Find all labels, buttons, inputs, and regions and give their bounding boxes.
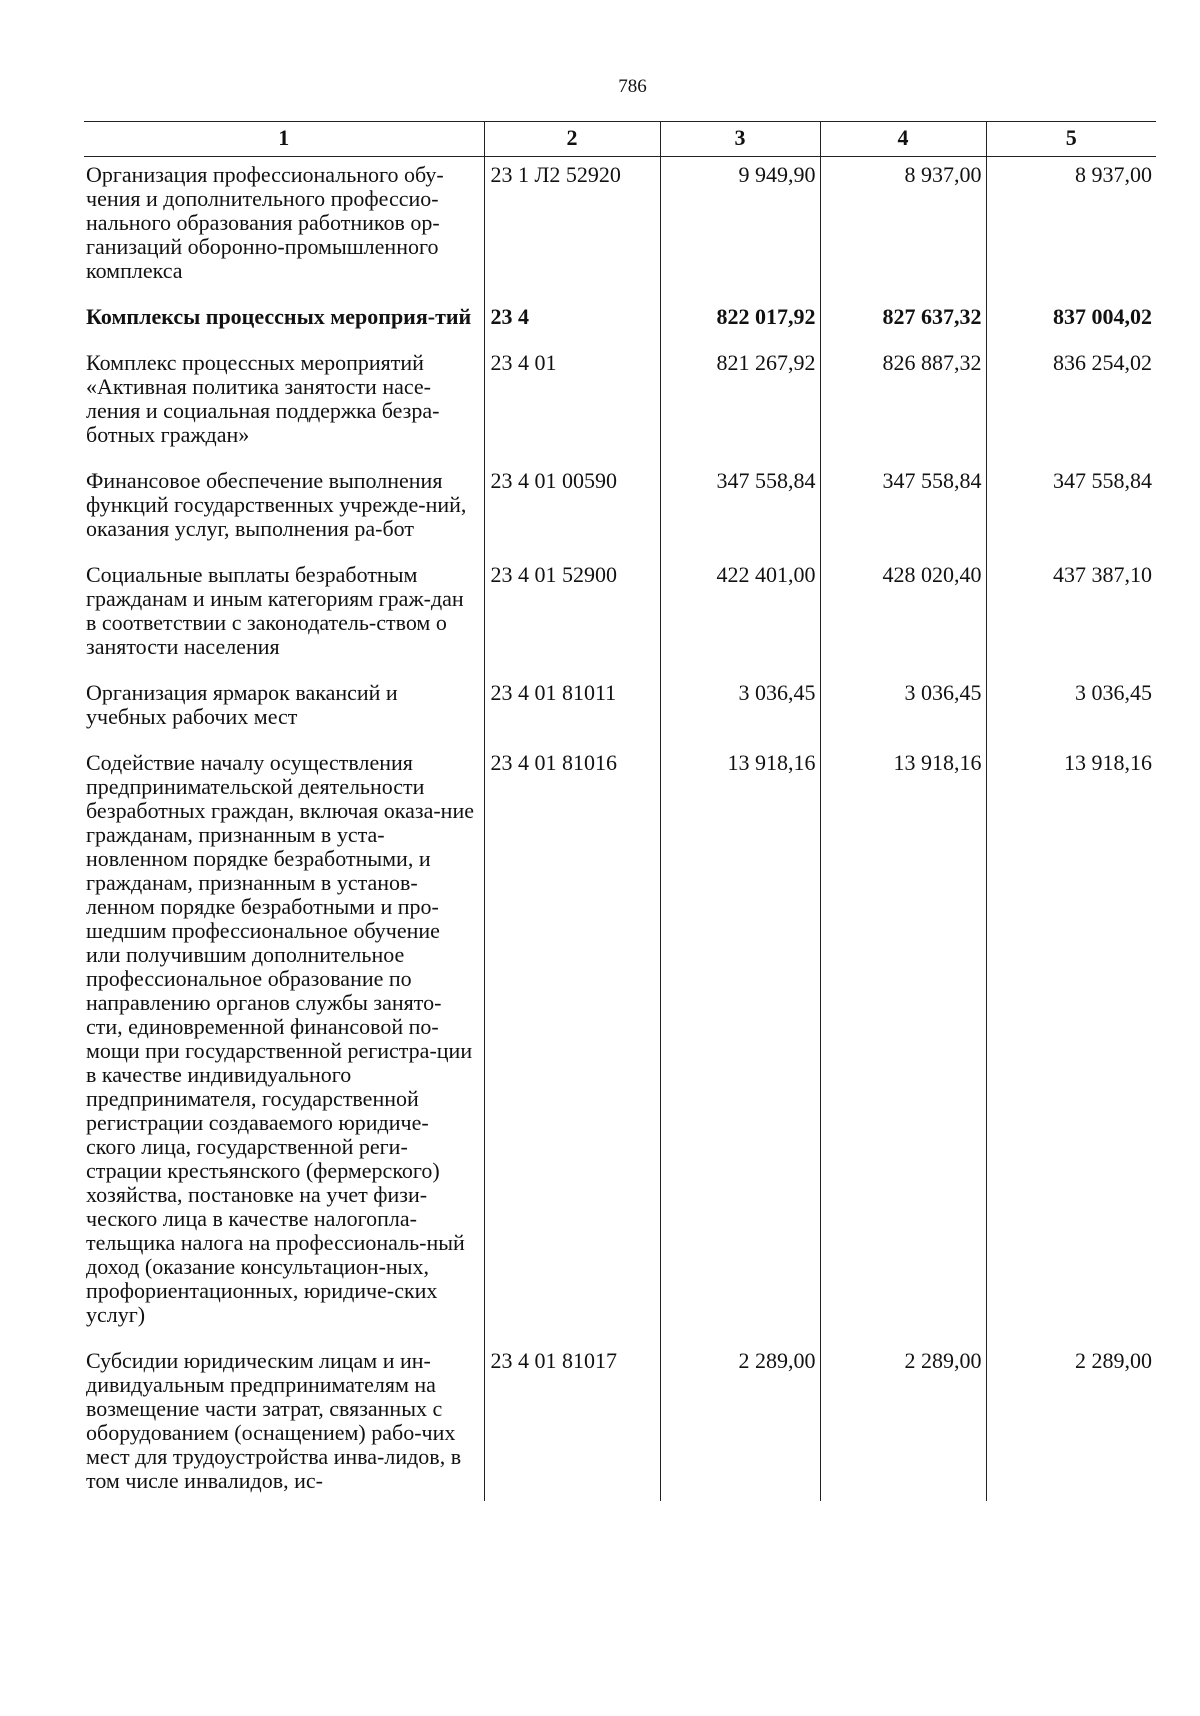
row-name: Социальные выплаты безработным гражданам и иным категориям граж-дан в соответствии с законодатель-ством о занятости населения	[86, 562, 464, 659]
row-value-col4: 2 289,00	[820, 1349, 986, 1501]
row-value-col3: 3 036,45	[660, 681, 820, 751]
row-value-col3: 822 017,92	[660, 305, 820, 351]
page-number: 786	[618, 76, 647, 97]
row-value-col3: 422 401,00	[660, 563, 820, 681]
row-value-col3: 821 267,92	[660, 351, 820, 469]
row-code: 23 1 Л2 52920	[484, 157, 660, 306]
row-value-col5: 8 937,00	[986, 157, 1156, 306]
row-value-col5: 3 036,45	[986, 681, 1156, 751]
row-code: 23 4 01 00590	[484, 469, 660, 563]
row-value-col5: 437 387,10	[986, 563, 1156, 681]
row-name: Комплекс процессных мероприятий «Активная политика занятости насе-ления и социальная поддержка безра-ботных граждан»	[86, 350, 440, 447]
row-name: Субсидии юридическим лицам и ин-дивидуальным предпринимателям на возмещение части затрат, связанных с оборудованием (оснащением) рабо-чих мест для трудоустройства инва-лидов, в том числе инвалидов, ис-	[86, 1348, 462, 1493]
row-value-col3: 13 918,16	[660, 751, 820, 1349]
table-row	[84, 681, 1156, 751]
row-name: Финансовое обеспечение выполнения функций государственных учрежде-ний, оказания услуг, выполнения ра-бот	[86, 468, 467, 541]
row-code: 23 4 01 81017	[484, 1349, 660, 1501]
table-row	[84, 469, 1156, 563]
table-row	[84, 1349, 1156, 1501]
row-name: Организация ярмарок вакансий и учебных рабочих мест	[86, 680, 398, 729]
row-value-col5: 836 254,02	[986, 351, 1156, 469]
column-header-1: 1	[84, 122, 484, 157]
budget-table	[84, 121, 1156, 1501]
row-name: Комплексы процессных мероприя-тий	[86, 304, 472, 329]
row-code: 23 4 01 52900	[484, 563, 660, 681]
row-value-col4: 428 020,40	[820, 563, 986, 681]
row-value-col5: 837 004,02	[986, 305, 1156, 351]
row-value-col3: 9 949,90	[660, 157, 820, 306]
table-row	[84, 563, 1156, 681]
row-name: Содействие началу осуществления предпринимательской деятельности безработных граждан, включая оказа-ние гражданам, признанным в уста-новленном порядке безработными, и гражданам, признанным в установ-ленном порядке безработными и про-шедшим профессиональное обучение или получившим дополнительное профессиональное образование по направлению органов службы занято-сти, единовременной финансовой по-мощи при государственной регистра-ции в качестве индивидуального предпринимателя, государственной регистрации создаваемого юридиче-ского лица, государственной реги-страции крестьянского (фермерского) хозяйства, постановке на учет физи-ческого лица в качестве налогопла-тельщика налога на профессиональ-ный доход (оказание консультацион-ных, профориентационных, юридиче-ских услуг)	[86, 750, 474, 1327]
table-row	[84, 351, 1156, 469]
row-value-col4: 826 887,32	[820, 351, 986, 469]
row-name: Организация профессионального обу-чения и дополнительного профессио-нального образования работников ор-ганизаций оборонно-промышленного комплекса	[86, 162, 444, 283]
row-value-col3: 347 558,84	[660, 469, 820, 563]
header-row	[84, 122, 1156, 157]
row-value-col4: 8 937,00	[820, 157, 986, 306]
row-value-col4: 827 637,32	[820, 305, 986, 351]
row-value-col4: 3 036,45	[820, 681, 986, 751]
row-value-col4: 347 558,84	[820, 469, 986, 563]
row-value-col5: 347 558,84	[986, 469, 1156, 563]
row-value-col3: 2 289,00	[660, 1349, 820, 1501]
column-header-4: 4	[820, 122, 986, 157]
table-row	[84, 305, 1156, 351]
table-body	[84, 157, 1156, 1502]
row-code: 23 4 01 81011	[484, 681, 660, 751]
table-header	[84, 122, 1156, 157]
column-header-2: 2	[484, 122, 660, 157]
row-value-col5: 2 289,00	[986, 1349, 1156, 1501]
row-code: 23 4 01 81016	[484, 751, 660, 1349]
row-value-col5: 13 918,16	[986, 751, 1156, 1349]
table-row	[84, 157, 1156, 306]
row-code: 23 4	[484, 305, 660, 351]
column-header-5: 5	[986, 122, 1156, 157]
row-value-col4: 13 918,16	[820, 751, 986, 1349]
row-code: 23 4 01	[484, 351, 660, 469]
column-header-3: 3	[660, 122, 820, 157]
table-row	[84, 751, 1156, 1349]
